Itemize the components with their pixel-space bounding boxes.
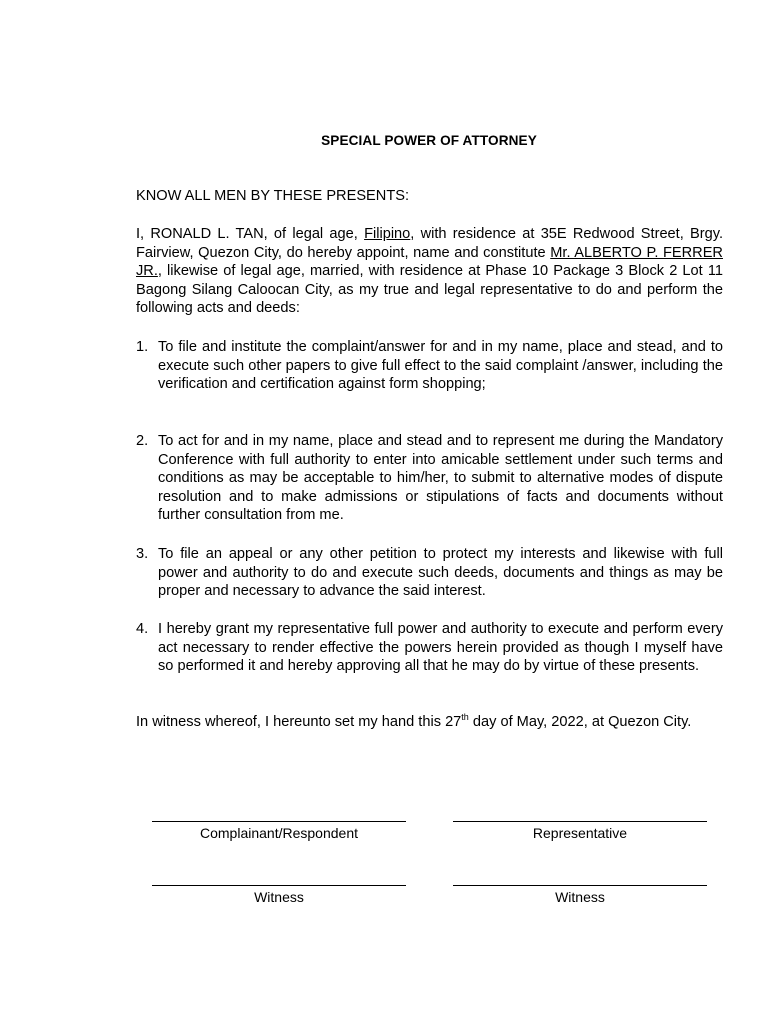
signature-complainant: Complainant/Respondent [152,821,406,843]
list-item-1 [136,338,723,394]
appointment-paragraph [136,225,723,318]
list-text: To file and institute the complaint/answer for and in my name, place and stead, and to execute such other papers to give full effect to the said complaint /answer, including the verification and certification against form shopping; [158,339,723,393]
nationality: Filipino [364,226,411,242]
list-text: To act for and in my name, place and stead and to represent me during the Mandatory Conference with full authority to enter into amicable settlement under such terms and conditions as may be acceptable to him/her, to submit to alternative modes of dispute resolution and to make admissions or stipulations of facts and documents without further consultation from me. [158,433,723,524]
list-number: 4. [136,621,149,637]
witness-text-2: day of May, 2022, at Quezon City. [468,714,692,730]
list-text: To file an appeal or any other petition to protect my interests and likewise with full power and authority to do and execute such deeds, documents and things as may be proper and necessary to advance the said interest. [158,546,723,600]
para1-text-3: , likewise of legal age, married, with residence at Phase 10 Package 3 Block 2 Lot 11 Bagong Silang Caloocan City, as my true and legal representative to do and perform the following acts and deeds: [136,263,723,317]
list-text: I hereby grant my representative full power and authority to execute and perform every act necessary to render effective the powers herein provided as though I myself have so performed it and hereby approving all that he may do by virtue of these presents. [158,621,723,675]
document-title: SPECIAL POWER OF ATTORNEY [321,133,537,148]
list-item-4 [136,620,723,676]
para1-text-2: , with residence at 35E Redwood Street, Brgy. Fairview, Quezon City, do hereby appoint, name and constitute [136,226,723,261]
para1-text-1: I, RONALD L. TAN, of legal age, [136,226,365,242]
signature-witness-1: Witness [152,885,406,907]
witness-text-1: In witness whereof, I hereunto set my hand this 27 [136,714,462,730]
list-number: 2. [136,433,149,449]
representative-name: Mr. ALBERTO P. FERRER JR. [136,244,723,280]
list-number: 1. [136,339,149,355]
signature-witness-2: Witness [453,885,707,907]
witness-paragraph [136,713,723,732]
signature-representative: Representative [453,821,707,843]
list-item-2 [136,432,723,525]
intro-line: KNOW ALL MEN BY THESE PRESENTS: [136,188,410,204]
list-item-3 [136,545,723,601]
ordinal-suffix: th [461,712,469,723]
list-number: 3. [136,546,149,562]
